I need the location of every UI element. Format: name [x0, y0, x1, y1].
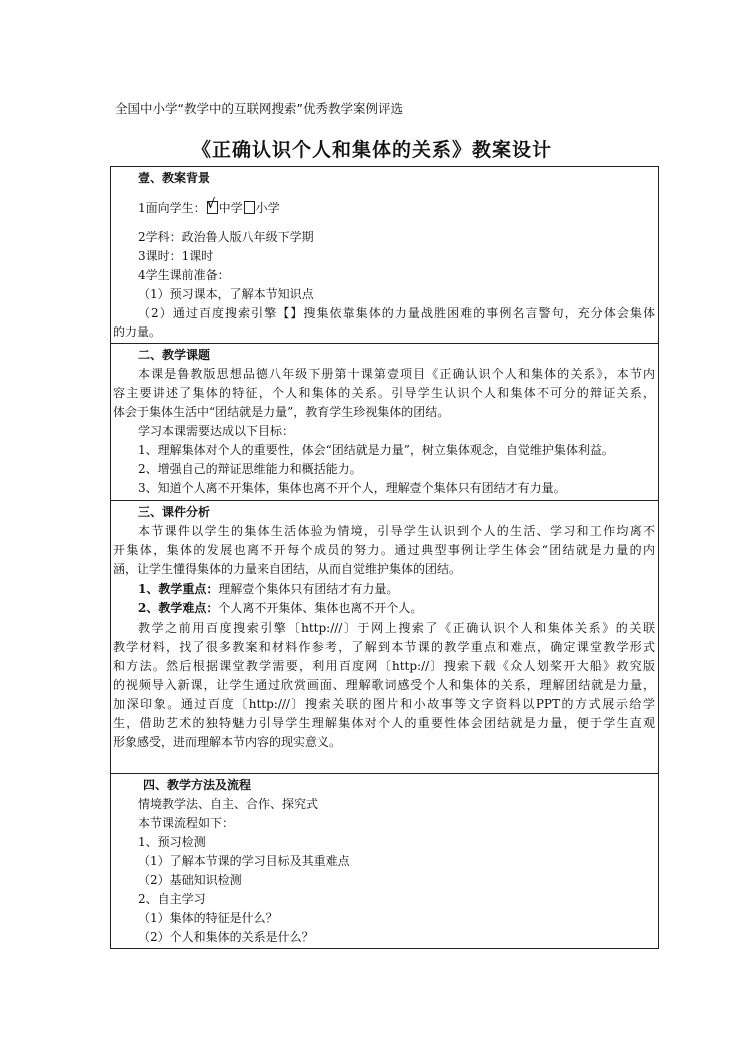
difficult-point-text: 个人离不开集体、集体也离不开个人。 [218, 601, 423, 615]
section-methods [111, 773, 658, 950]
goal-item: 2、增强自己的辩证思维能力和概括能力。 [138, 462, 362, 476]
paragraph-line: 本课是鲁教版思想品德八年级下册第十课第壹项目《正确认识个人和集体的关系》，本节内 [138, 367, 655, 381]
paragraph-line: 涵，让学生懂得集体的力量来自团结，从而自觉维护集体的团结。 [113, 562, 462, 576]
option-primary-school: 小学 [255, 201, 280, 215]
key-point [138, 581, 398, 597]
flow-step: 2、自主学习 [138, 892, 206, 906]
section-topic [111, 343, 658, 501]
paragraph-line: 和方法。然后根据课堂教学需要，利用百度网〔http://〕搜索下载《众人划桨开大船》救究版 [113, 659, 655, 673]
difficult-point [138, 600, 422, 616]
checkbox-primary-school [244, 201, 255, 214]
section-heading: 三、课件分析 [138, 505, 211, 519]
document-header: 全国中小学“教学中的互联网搜索”优秀教学案例评选 [115, 101, 403, 116]
flow-step: 1、预习检测 [138, 835, 206, 849]
difficult-point-label: 2、教学难点： [138, 601, 219, 615]
paragraph-line: 生，借助艺术的独特魅力引导学生理解集体对个人的重要性体会团结就是力量，便于学生直观 [113, 716, 655, 730]
prep-item: （1）预习课本，了解本节知识点 [138, 287, 314, 301]
goal-item: 1、理解集体对个人的重要性，体会“团结就是力量”，树立集体观念，自觉维护集体利益。 [138, 443, 614, 457]
flow-substep: （2）基础知识检测 [138, 873, 242, 887]
lesson-plan-table [110, 166, 659, 949]
paragraph-line: 的视频导入新课，让学生通过欣赏画面、理解歌词感受个人和集体的关系，理解团结就是力量， [113, 678, 655, 692]
prep-item-cont: 的力量。 [113, 325, 162, 339]
flow-substep: （1）集体的特征是什么？ [138, 911, 278, 925]
checkbox-middle-school [206, 197, 218, 214]
section-analysis [111, 500, 658, 774]
section-heading: 二、教学课题 [138, 348, 211, 362]
paragraph-line: 教学材料，找了很多教案和材料作参考，了解到本节课的教学重点和难点，确定课堂教学形式 [113, 640, 655, 654]
paragraph-line: 加深印象。通过百度〔http:///〕搜索关联的图片和小故事等文字资料以PPT的方式展示给学 [113, 697, 655, 711]
goals-intro: 学习本课需要达成以下目标： [138, 424, 295, 438]
check-mark: √ [206, 197, 216, 212]
flow-substep: （2）个人和集体的关系是什么？ [138, 930, 314, 944]
paragraph-line: 开集体，集体的发展也离不开每个成员的努力。通过典型事例让学生体会“团结就是力量的内 [113, 543, 655, 557]
prep-item: （2）通过百度搜索引擎【】搜集依靠集体的力量战胜困难的事例名言警句，充分体会集体 [138, 306, 655, 320]
section-heading: 壹、教案背景 [138, 171, 211, 185]
paragraph-line: 形象感受，进而理解本节内容的现实意义。 [113, 735, 342, 749]
paragraph-line: 体会于集体生活中“团结就是力量”，教育学生珍视集体的团结。 [113, 405, 450, 419]
key-point-label: 1、教学重点： [138, 582, 219, 596]
flow-substep: （1）了解本节课的学习目标及其重难点 [138, 854, 350, 868]
paragraph-line: 容主要讲述了集体的特征，个人和集体的关系。引导学生认识个人和集体不可分的辩证关系， [113, 386, 655, 400]
section-background [111, 167, 658, 343]
methods-line: 情境教学法、自主、合作、探究式 [138, 797, 319, 811]
goal-item: 3、知道个人离不开集体，集体也离不开个人，理解壹个集体只有团结才有力量。 [138, 481, 566, 495]
audience-label: 1面向学生： [138, 201, 206, 215]
audience-row [138, 197, 280, 216]
section-heading: 四、教学方法及流程 [143, 778, 252, 792]
paragraph-line: 本节课件以学生的集体生活体验为情境，引导学生认识到个人的生活、学习和工作均离不 [138, 524, 655, 538]
paragraph-line: 教学之前用百度搜索引擎〔http:///〕于网上搜索了《正确认识个人和集体关系》的关联 [138, 621, 655, 635]
flow-intro: 本节课流程如下： [138, 816, 235, 830]
page-title: 《正确认识个人和集体的关系》教案设计 [191, 139, 552, 161]
prep-line: 4学生课前准备： [138, 268, 230, 282]
option-middle-school: 中学 [218, 201, 243, 215]
subject-line: 2学科：政治鲁人版八年级下学期 [138, 230, 314, 244]
key-point-text: 理解壹个集体只有团结才有力量。 [218, 582, 399, 596]
hours-line: 3课时：1课时 [138, 249, 214, 263]
